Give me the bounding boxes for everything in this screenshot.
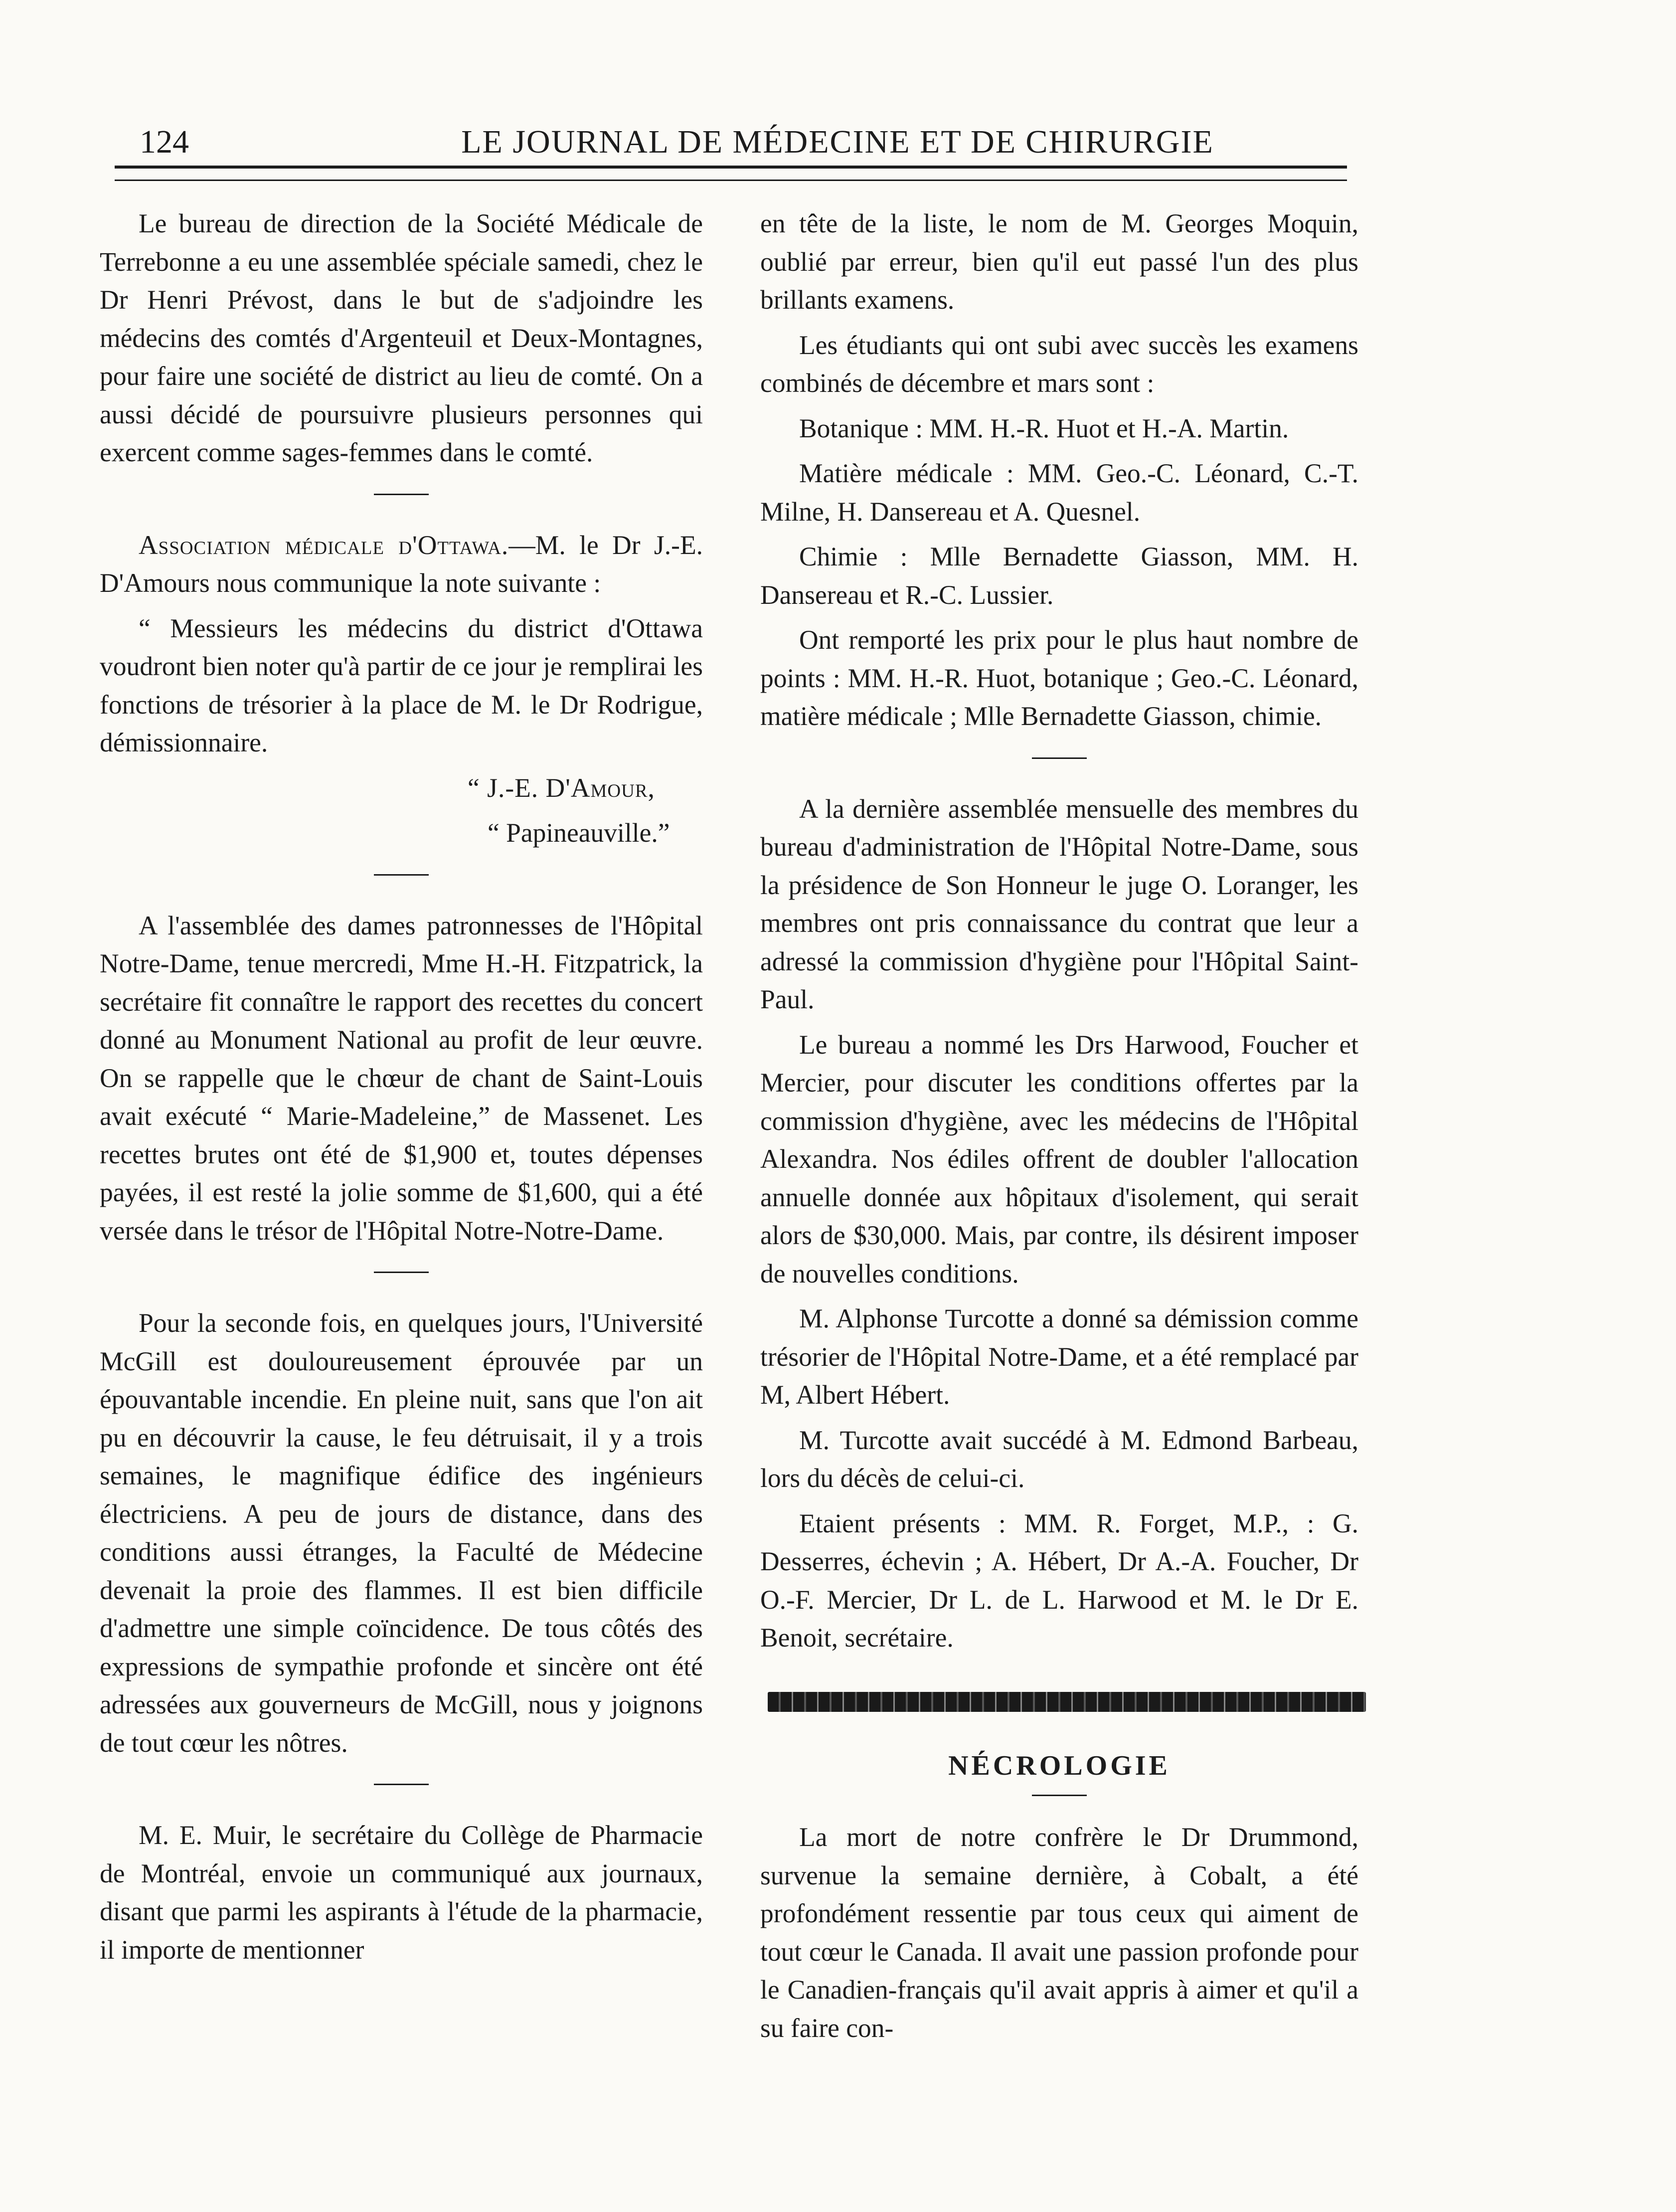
ottawa-heading: Association médicale d'Ottawa. — [139, 530, 509, 560]
signature-name: “ J.-E. D'Amour, — [468, 772, 655, 803]
terrebonne-paragraph: Le bureau de direction de la Société Médicale de Terrebonne a eu une assemblée spéciale samedi, chez le Dr Henri Prévost, dans le but de s'adjoindre les médecins des comtés d'Argenteuil et Deux-Montagnes, pour faire une société de district au lieu de comté. On a aussi décidé de poursuivre plusieurs personnes qui exercent comme sages-femmes dans le comté. — [100, 208, 703, 467]
separator — [1032, 1795, 1087, 1796]
bureau-paragraph: Le bureau a nommé les Drs Harwood, Foucher et Mercier, pour discuter les conditions offertes par la commission d'hygiène, avec les médecins de l'Hôpital Alexandra. Nos édiles offrent de doubler l'allocation annuelle donnée aux hôpitaux d'isolement, qui serait alors de $30,000. Mais, par contre, ils désirent imposer de nouvelles conditions. — [760, 1029, 1358, 1289]
prizes-paragraph: Ont remporté les prix pour le plus haut nombre de points : MM. H.-R. Huot, botanique ; Geo.-C. Léonard, matière médicale ; Mlle Bernadette Giasson, chimie. — [760, 625, 1358, 731]
page-header — [130, 120, 1356, 165]
ottawa-intro: —M. le Dr J.-E. D'Amours nous communique la note suivante : — [100, 530, 703, 598]
page-number: 124 — [140, 124, 189, 160]
ottawa-note: “ Messieurs les médecins du district d'Ottawa voudront bien noter qu'à partir de ce jour je remplirai les fonctions de trésorier à la place de M. le Dr Rodrigue, démissionnaire. — [100, 613, 703, 757]
separator — [374, 874, 429, 876]
mcgill-paragraph: Pour la seconde fois, en quelques jours, l'Université McGill est douloureusement éprouvée par un épouvantable incendie. En pleine nuit, sans que l'on ait pu en découvrir la cause, le feu détruisait, il y a trois semaines, le magnifique édifice des ingénieurs électriciens. A peu de jours de distance, dans des conditions aussi étranges, la Faculté de Médecine devenait la proie des flammes. Il est bien difficile d'admettre une simple coïncidence. De tous côtés des expressions de sympathie profonde et sincère ont été adressées aux gouverneurs de McGill, nous y joignons de tout cœur les nôtres. — [100, 1308, 703, 1758]
matiere-medicale-line: Matière médicale : MM. Geo.-C. Léonard, C.-T. Milne, H. Dansereau et A. Quesnel. — [760, 458, 1358, 527]
chimie-line: Chimie : Mlle Bernadette Giasson, MM. H. Dansereau et R.-C. Lussier. — [760, 542, 1358, 610]
turcotte-succession: M. Turcotte avait succédé à M. Edmond Barbeau, lors du décès de celui-ci. — [760, 1425, 1358, 1493]
separator — [374, 1272, 429, 1273]
separator — [374, 494, 429, 495]
dames-patronnesses-paragraph: A l'assemblée des dames patronnesses de l'Hôpital Notre-Dame, tenue mercredi, Mme H.-H. Fitzpatrick, la secrétaire fit connaître le rapport des recettes du concert donné au Monument National au profit de leur œuvre. On se rappelle que le chœur de chant de Saint-Louis avait exécuté “ Marie-Madeleine,” de Massenet. Les recettes brutes ont été de $1,900 et, toutes dépenses payées, il est resté la jolie somme de $1,600, qui a été versée dans le trésor de l'Hôpital Notre-Notre-Dame. — [100, 910, 703, 1246]
section-title-necrologie: NÉCROLOGIE — [948, 1750, 1171, 1781]
pharmacie-paragraph: M. E. Muir, le secrétaire du Collège de Pharmacie de Montréal, envoie un communiqué aux journaux, disant que parmi les aspirants à l'étude de la pharmacie, il importe de mentionner — [100, 1820, 703, 1965]
pharmacie-continued: en tête de la liste, le nom de M. Georges Moquin, oublié par erreur, bien qu'il eut passé l'un des plus brillants examens. — [760, 208, 1358, 315]
journal-title: LE JOURNAL DE MÉDECINE ET DE CHIRURGIE — [461, 124, 1214, 160]
separator — [1032, 757, 1087, 759]
signature-place: “ Papineauville.” — [488, 818, 670, 848]
ottawa-paragraph — [100, 526, 703, 602]
botanique-line: Botanique : MM. H.-R. Huot et H.-A. Martin. — [799, 413, 1289, 443]
students-intro: Les étudiants qui ont subi avec succès les examens combinés de décembre et mars sont : — [760, 330, 1358, 398]
right-column — [760, 204, 1358, 2054]
separator — [374, 1784, 429, 1785]
drummond-obituary: La mort de notre confrère le Dr Drummond, survenue la semaine dernière, à Cobalt, a été profondément ressentie par tous ceux qui aiment de tout cœur le Canada. Il avait une passion profonde pour le Canadien-français qu'il avait appris à aimer et qu'il a su faire con- — [760, 1822, 1358, 2043]
hopital-assembly-paragraph: A la dernière assemblée mensuelle des membres du bureau d'administration de l'Hôpital Notre-Dame, sous la présidence de Son Honneur le juge O. Loranger, les membres ont pris connaissance du contrat que leur a adressé la commission d'hygiène pour l'Hôpital Saint-Paul. — [760, 793, 1358, 1014]
left-column — [100, 204, 703, 1976]
header-rule — [115, 166, 1347, 181]
ornamental-rule — [768, 1692, 1366, 1712]
attendees-paragraph: Etaient présents : MM. R. Forget, M.P., : G. Desserres, échevin ; A. Hébert, Dr A.-A. Foucher, Dr O.-F. Mercier, Dr L. de L. Harwood et M. le Dr E. Benoit, secrétaire. — [760, 1508, 1358, 1653]
turcotte-resignation: M. Alphonse Turcotte a donné sa démission comme trésorier de l'Hôpital Notre-Dame, et a été remplacé par M, Albert Hébert. — [760, 1303, 1358, 1410]
